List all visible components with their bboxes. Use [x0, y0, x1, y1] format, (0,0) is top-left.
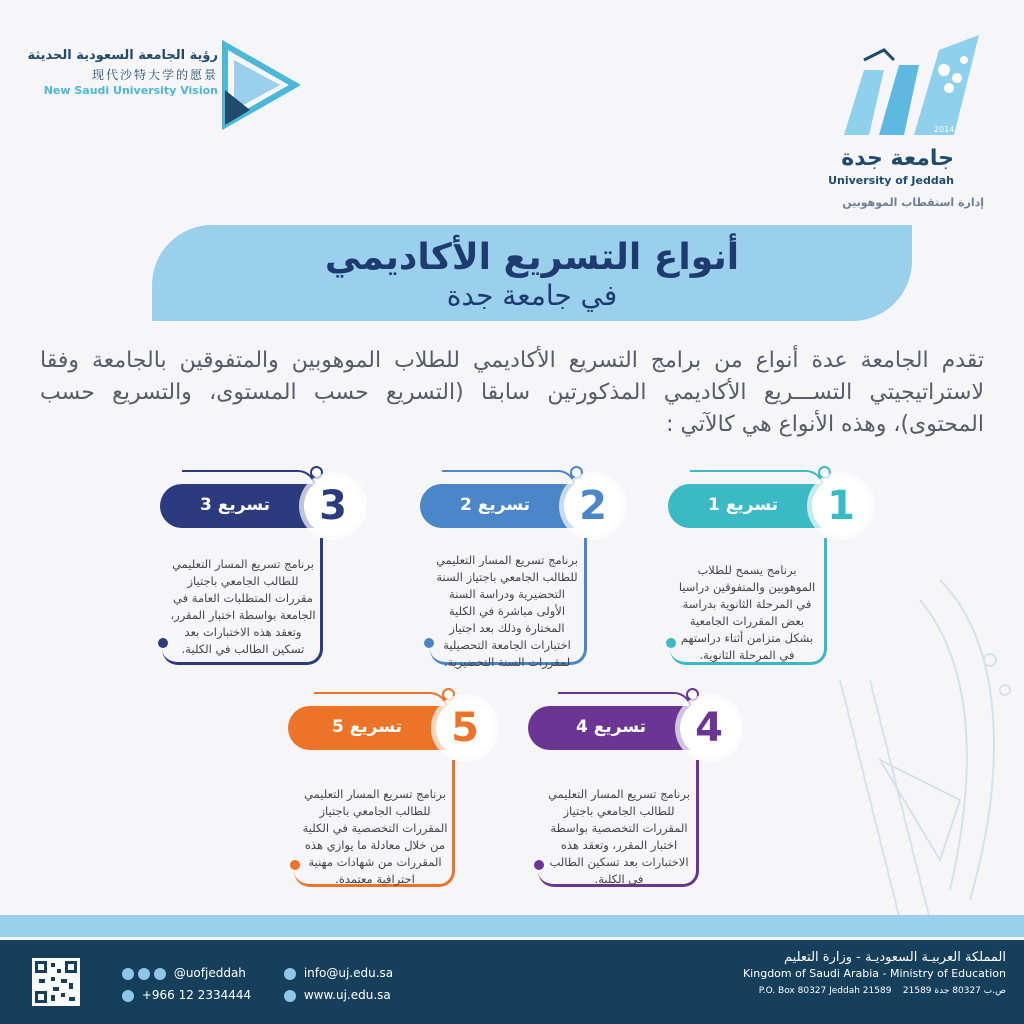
- twitter-icon: [138, 968, 150, 980]
- kingdom-en: Kingdom of Saudi Arabia - Ministry of Education: [742, 967, 1006, 980]
- university-name-ar: جامعة جدة: [841, 146, 954, 171]
- card-2-label: تسريع 2: [459, 495, 530, 515]
- email-link[interactable]: [284, 966, 393, 980]
- website-link[interactable]: [284, 988, 391, 1002]
- vision-title-en: New Saudi University Vision: [43, 84, 218, 97]
- logo-year: 2014: [934, 125, 955, 134]
- qr-code-icon: [32, 958, 80, 1006]
- page-subtitle: في جامعة جدة: [446, 279, 618, 312]
- instagram-icon: [122, 968, 134, 980]
- phone-icon: [122, 990, 134, 1002]
- card-5-description: برنامج تسريع المسار التعليمي للطالب الجامعي باجتياز المقررات التخصصية في الكلية من خلال معادلة ما يوازي هذه المقررات من شهادات مهنية احترافية معتمدة.: [302, 787, 448, 886]
- card-4-label: تسريع 4: [575, 717, 646, 737]
- acceleration-card-4: [528, 688, 748, 898]
- card-3-description: برنامج تسريع المسار التعليمي للطالب الجامعي باجتياز مقررات المتطلبات العامة في الجامعة بواسطة اختبار المقرر، وتعقد هذه الاختبارات بعد تسكين الطالب في الكلية.: [170, 557, 316, 656]
- social-handle-text: @uofjeddah: [173, 966, 246, 980]
- university-logo: [814, 30, 994, 220]
- acceleration-card-1: [660, 466, 880, 676]
- website-text: www.uj.edu.sa: [303, 988, 391, 1002]
- email-icon: [284, 968, 296, 980]
- card-dot: [570, 466, 583, 479]
- play-triangle-icon: [220, 40, 300, 130]
- po-box-ar: ص.ب 80327 جدة 21589: [902, 986, 1006, 996]
- ministry-info: [743, 950, 1006, 996]
- po-box-en: P.O. Box 80327 Jeddah 21589: [758, 986, 892, 996]
- social-handle[interactable]: [122, 966, 246, 980]
- globe-icon: [284, 990, 296, 1002]
- card-2-description: برنامج تسريع المسار التعليمي للطالب الجامعي باجتياز السنة التحضيرية ودراسة السنة الأولى مباشرة في الكلية المختارة وذلك بعد اجتياز اختبارات الجامعة التحصيلية لمقررات السنة التحضيرية.: [436, 553, 578, 669]
- intro-paragraph: تقدم الجامعة عدة أنواع من برامج التسريع الأكاديمي للطلاب الموهوبين والمتفوقين بالجامعة وفقا لاستراتيجيتي التســـريع الأكاديمي المذكورتين سابقا (التسريع حسب المستوى، والتسريع حسب المحتوى)، وهذه الأنواع هي كالآتي :: [40, 348, 984, 437]
- card-dot: [818, 466, 831, 479]
- snapchat-icon: [154, 968, 166, 980]
- card-1-label: تسريع 1: [707, 495, 778, 515]
- card-5-label: تسريع 5: [331, 717, 402, 737]
- card-dot: [310, 466, 323, 479]
- qr-code[interactable]: [32, 958, 80, 1006]
- university-name-en: University of Jeddah: [828, 174, 954, 187]
- vision-title-ar: رؤية الجامعة السعودية الحديثة: [27, 48, 218, 63]
- card-dot: [442, 688, 455, 701]
- acceleration-card-3: [152, 466, 372, 676]
- card-3-number: 3: [304, 477, 362, 535]
- card-dot: [686, 688, 699, 701]
- card-2-number: 2: [564, 477, 622, 535]
- vision-logo: [27, 40, 300, 130]
- card-4-number: 4: [680, 699, 738, 757]
- vision-title-cn: 现代沙特大学的愿景: [91, 68, 218, 82]
- page-title: أنواع التسريع الأكاديمي: [324, 237, 740, 278]
- card-1-description: برنامج يسمح للطلاب الموهوبين والمتفوقين دراسيا في المرحلة الثانوية بدراسة بعض المقررات الجامعية بشكل متزامن أثناء دراستهم في المرحلة الثانوية.: [678, 563, 816, 662]
- department-name: إدارة استقطاب الموهوبين: [842, 196, 984, 209]
- title-banner: [152, 225, 912, 321]
- email-text: info@uj.edu.sa: [303, 966, 394, 980]
- university-emblem-icon: [824, 30, 984, 145]
- footer-stripe: [0, 915, 1024, 937]
- kingdom-ar: المملكة العربيـة السعوديـة - وزارة التعليم: [784, 950, 1006, 965]
- card-5-number: 5: [436, 699, 494, 757]
- acceleration-card-2: [412, 466, 632, 676]
- phone-number-text: +966 12 2334444: [141, 988, 252, 1002]
- card-3-label: تسريع 3: [199, 495, 270, 515]
- acceleration-card-5: [284, 688, 504, 898]
- card-1-number: 1: [812, 477, 870, 535]
- card-4-description: برنامج تسريع المسار التعليمي للطالب الجامعي باجتياز المقررات التخصصية بواسطة اختبار المقرر، وتعقد هذه الاختبارات بعد تسكين الطالب في الكلية.: [548, 787, 690, 886]
- phone-number[interactable]: [122, 988, 251, 1002]
- po-box: [743, 986, 1006, 996]
